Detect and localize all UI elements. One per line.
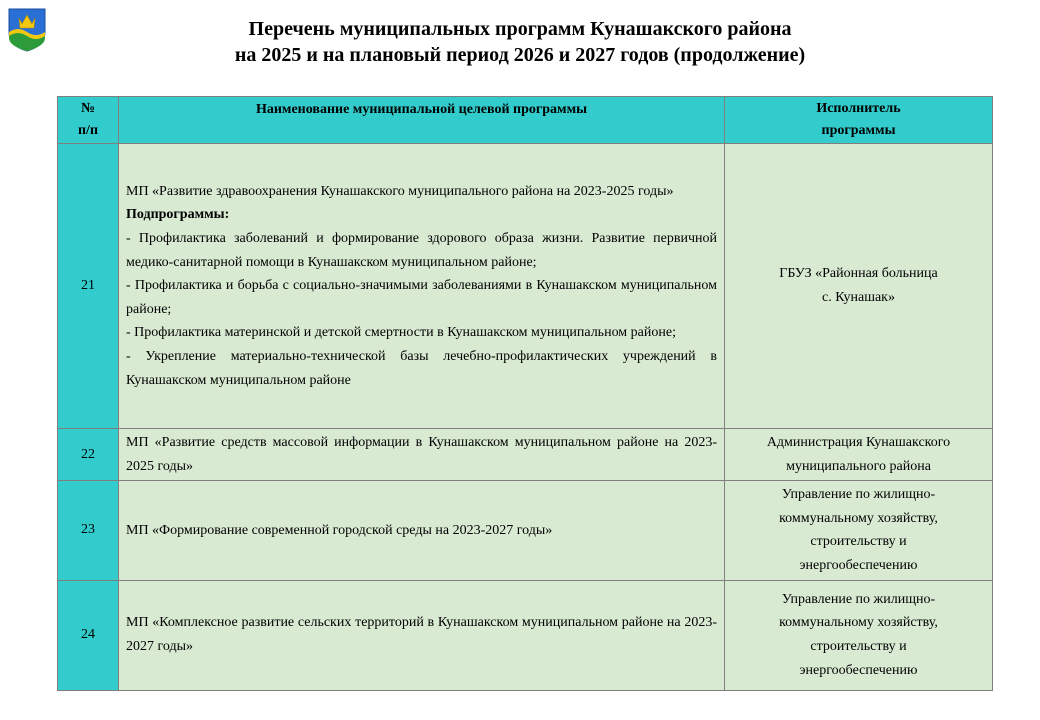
executor-line: коммунальному хозяйству, xyxy=(779,510,938,526)
executor-line: Управление по жилищно- xyxy=(781,487,936,503)
program-title: МП «Развитие средств массовой информации в Кунашакском муниципальном районе на 2023-2025 годы» xyxy=(126,435,717,474)
program-executor xyxy=(725,580,993,690)
executor-line: ГБУЗ «Районная больница xyxy=(779,266,938,282)
column-header-exec-line1: Исполнитель xyxy=(816,101,901,116)
program-name xyxy=(119,429,725,481)
coat-of-arms-icon xyxy=(6,6,48,52)
subprograms-heading: Подпрограммы: xyxy=(126,207,230,223)
subprogram-item: - Профилактика заболеваний и формирование здорового образа жизни. Развитие первичной медико-санитарной помощи в Кунашакском муниципальном районе; xyxy=(126,231,717,270)
subprogram-item: - Профилактика материнской и детской смертности в Кунашакском муниципальном районе; xyxy=(126,325,676,341)
program-name xyxy=(119,580,725,690)
table-row xyxy=(58,429,993,481)
table-row xyxy=(58,144,993,429)
subprogram-item: - Профилактика и борьба с социально-значимыми заболеваниями в Кунашакском муниципальном районе; xyxy=(126,278,717,317)
table-row xyxy=(58,580,993,690)
executor-line: энергообеспечению xyxy=(799,662,918,678)
executor-line: строительству и xyxy=(810,534,907,550)
program-name xyxy=(119,144,725,429)
row-number: 23 xyxy=(58,481,119,580)
row-number: 22 xyxy=(58,429,119,481)
executor-line: муниципального района xyxy=(786,458,931,474)
program-title: МП «Комплексное развитие сельских территорий в Кунашакском муниципальном районе на 2023-2027 годы» xyxy=(126,615,717,655)
table-header-row xyxy=(58,97,993,144)
page-title xyxy=(60,16,980,68)
executor-line: строительству и xyxy=(810,639,907,655)
executor-line: коммунальному хозяйству, xyxy=(779,615,938,631)
title-line-1: Перечень муниципальных программ Кунашакского района xyxy=(248,18,792,40)
program-title: МП «Формирование современной городской среды на 2023-2027 годы» xyxy=(126,522,553,538)
program-name xyxy=(119,481,725,580)
column-header-num-line2: п/п xyxy=(77,123,99,138)
executor-line: с. Кунашак» xyxy=(821,290,895,305)
subprogram-item: - Укрепление материально-технической базы лечебно-профилактических учреждений в Кунашакском муниципальном районе xyxy=(126,348,717,388)
program-executor xyxy=(725,429,993,481)
executor-line: энергообеспечению xyxy=(799,557,918,573)
column-header-exec xyxy=(725,97,993,144)
program-executor xyxy=(725,144,993,429)
program-title: МП «Развитие здравоохранения Кунашакского муниципального района на 2023-2025 годы» xyxy=(126,183,674,199)
executor-line: Администрация Кунашакского xyxy=(766,435,951,450)
column-header-num xyxy=(58,97,119,144)
programs-table xyxy=(57,96,993,691)
title-line-2: на 2025 и на плановый период 2026 и 2027 годов (продолжение) xyxy=(234,44,806,66)
column-header-name xyxy=(119,97,725,144)
column-header-name-label: Наименование муниципальной целевой программы xyxy=(255,102,588,117)
program-executor xyxy=(725,481,993,580)
row-number: 21 xyxy=(58,144,119,429)
column-header-num-line1: № xyxy=(80,101,96,116)
executor-line: Управление по жилищно- xyxy=(781,591,936,607)
table-row xyxy=(58,481,993,580)
row-number: 24 xyxy=(58,580,119,690)
column-header-exec-line2: программы xyxy=(821,123,896,138)
